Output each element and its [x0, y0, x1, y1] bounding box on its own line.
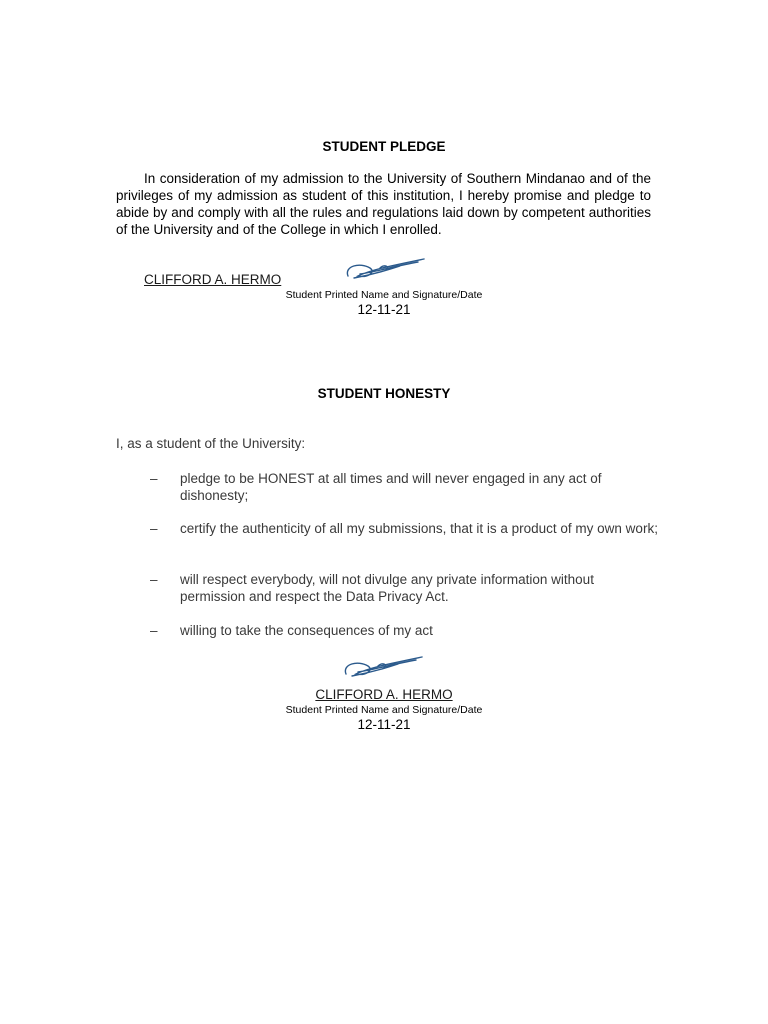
honesty-student-name: CLIFFORD A. HERMO — [315, 687, 453, 702]
honesty-signature — [338, 654, 428, 682]
list-dash: – — [150, 471, 158, 486]
honesty-title: STUDENT HONESTY — [317, 386, 451, 401]
honesty-signature-caption: Student Printed Name and Signature/Date — [285, 704, 483, 716]
pledge-title: STUDENT PLEDGE — [322, 139, 446, 154]
honesty-date: 12-11-21 — [357, 717, 411, 732]
pledge-signature-caption: Student Printed Name and Signature/Date — [285, 289, 483, 301]
list-dash: – — [150, 623, 158, 638]
pledge-student-name: CLIFFORD A. HERMO — [144, 272, 282, 287]
list-dash: – — [150, 572, 158, 587]
list-item-text: willing to take the consequences of my act — [180, 623, 433, 638]
list-item-text: certify the authenticity of all my submissions, that it is a product of my own work; — [180, 521, 658, 536]
list-item-text: will respect everybody, will not divulge any private information without permission and respect the Data Privacy Act. — [180, 572, 594, 604]
list-item-text: pledge to be HONEST at all times and will never engaged in any act of dishonesty; — [180, 471, 602, 503]
pledge-date: 12-11-21 — [357, 302, 411, 317]
list-dash: – — [150, 521, 158, 536]
pledge-paragraph: In consideration of my admission to the University of Southern Mindanao and of the privileges of my admission as student of this institution, I hereby promise and pledge to abide by and comply with all the rules and regulations laid down by competent authorities of the University and of the College in which I enrolled. — [116, 171, 651, 237]
honesty-intro: I, as a student of the University: — [116, 436, 306, 451]
pledge-signature — [340, 256, 430, 284]
